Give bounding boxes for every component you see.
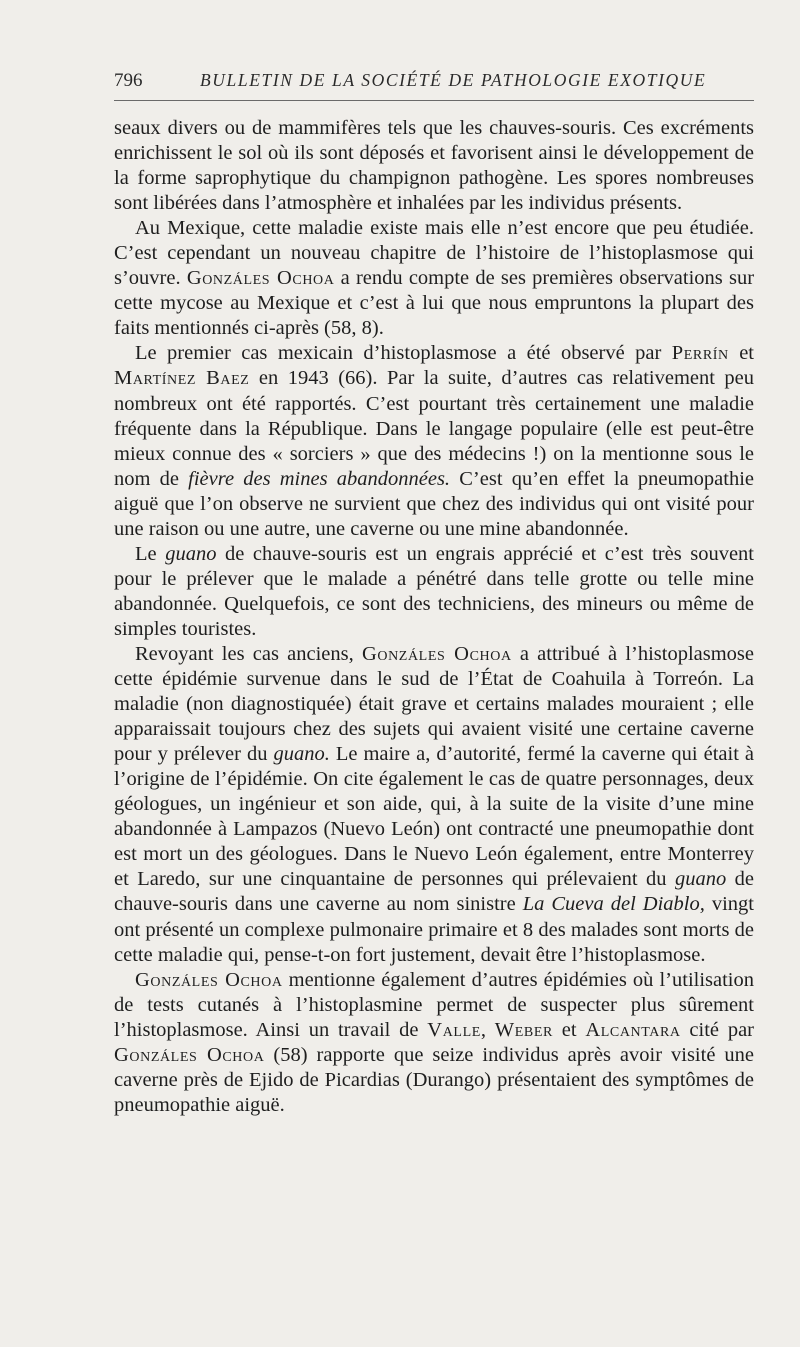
italic-text: guano bbox=[674, 868, 727, 891]
text-run: cité par bbox=[680, 1018, 754, 1041]
header-rule bbox=[114, 100, 754, 101]
text-run: de chauve-souris est un engrais apprécié et c’est très souvent pour le prélever que le malade a pénétré dans telle grotte ou telle mine abandonnée. Quelquefois, ce sont des techniciens, des mineurs ou même de simples touristes. bbox=[114, 542, 754, 640]
italic-text: La Cueva del Diablo, bbox=[522, 893, 705, 916]
paragraph bbox=[114, 968, 754, 1118]
italic-text: guano bbox=[165, 542, 217, 565]
author-name: Martínez Baez bbox=[114, 367, 250, 390]
paragraph bbox=[114, 216, 754, 341]
text-run: Le premier cas mexicain d’histoplasmose a été observé par bbox=[135, 342, 672, 365]
italic-text: fièvre des mines abandonnées. bbox=[188, 467, 451, 490]
italic-text: guano. bbox=[273, 743, 330, 766]
author-name: Valle bbox=[427, 1018, 481, 1041]
text-run: a attribué à l’histoplasmose cette épidémie survenue dans le sud de l’État de Coahuila à Torreón. La maladie (non diagnostiquée) était grave et certains malades mouraient ; elle apparaissait toujours chez des sujets qui avaient visité une certaine caverne pour y prélever du bbox=[114, 642, 755, 766]
author-name: Weber bbox=[494, 1018, 553, 1041]
text-run: , bbox=[480, 1018, 495, 1041]
author-name: Perrín bbox=[671, 342, 729, 365]
text-run: et bbox=[728, 342, 754, 365]
text-run: seaux divers ou de mammifères tels que les chauves-souris. Ces excréments enrichissent le sol où ils sont déposés et favorisent ainsi le développement de la forme saprophytique du champignon pathogène. Les spores nombreuses sont libérées dans l’atmosphère et inhalées par les individus présents. bbox=[114, 117, 754, 215]
text-run: vingt ont présenté un complexe pulmonaire primaire et 8 des malades sont morts de cette maladie qui, pense-t-on fort justement, devait être l’histoplasmose. bbox=[114, 893, 754, 966]
text-run: et bbox=[552, 1018, 586, 1041]
text-run: Le maire a, d’autorité, fermé la caverne qui était à l’origine de l’épidémie. On cite également le cas de quatre personnages, deux géologues, un ingénieur et son aide, qui, à la suite de la visite d’une mine abandonnée à Lampazos (Nuevo León) ont contracté une pneumopathie dont est mort un des géologues. Dans le Nuevo León également, entre Monterrey et Laredo, sur une cinquantaine de personnes qui prélevaient du bbox=[114, 743, 754, 891]
text-run: Le bbox=[135, 542, 166, 565]
author-name: Gonzáles Ochoa bbox=[186, 267, 335, 290]
text-run: en 1943 (66). Par la suite, d’autres cas relativement peu nombreux ont été rapportés. C’est pourtant très certainement une maladie fréquente dans la République. Dans le langage populaire (elle est peut-être mieux connue des « sorciers » que des médecins !) on la mentionne sous le nom de bbox=[114, 367, 755, 490]
text-run: mentionne également d’autres épidémies où l’utilisation de tests cutanés à l’histoplasmine permet de suspecter plus sûrement l’histoplasmose. Ainsi un travail de bbox=[114, 968, 754, 1041]
text-run: (58) rapporte que seize individus après avoir visité une caverne près de Ejido de Picardias (Durango) présentaient des symptômes de pneumopathie aiguë. bbox=[114, 1043, 755, 1116]
author-name: Alcantara bbox=[585, 1018, 681, 1041]
paragraph bbox=[114, 542, 754, 642]
running-title: BULLETIN DE LA SOCIÉTÉ DE PATHOLOGIE EXOTIQUE bbox=[200, 70, 707, 90]
paragraph bbox=[114, 642, 754, 968]
paragraph bbox=[114, 116, 754, 216]
body-text bbox=[114, 116, 754, 1118]
page-number: 796 bbox=[114, 70, 143, 91]
text-run: de chauve-souris dans une caverne au nom sinistre bbox=[114, 868, 754, 916]
author-name: Gonzáles Ochoa bbox=[361, 642, 512, 665]
text-run: Revoyant les cas anciens, bbox=[135, 642, 362, 665]
text-run: C’est qu’en effet la pneumopathie aiguë que l’on observe ne survient que chez des individus qui ont visité pour une raison ou une autre, une caverne ou une mine abandonnée. bbox=[114, 467, 755, 540]
author-name: Gonzáles Ochoa bbox=[135, 968, 283, 991]
author-name: Gonzáles Ochoa bbox=[114, 1043, 265, 1066]
page-header bbox=[114, 70, 754, 100]
paragraph bbox=[114, 341, 754, 541]
text-run: Au Mexique, cette maladie existe mais elle n’est encore que peu étudiée. C’est cependant un nouveau chapitre de l’histoire de l’histoplasmose qui s’ouvre. bbox=[114, 217, 754, 290]
text-run: a rendu compte de ses premières observations sur cette mycose au Mexique et c’est à lui que nous empruntons la plupart des faits mentionnés ci-après (58, 8). bbox=[114, 267, 755, 340]
